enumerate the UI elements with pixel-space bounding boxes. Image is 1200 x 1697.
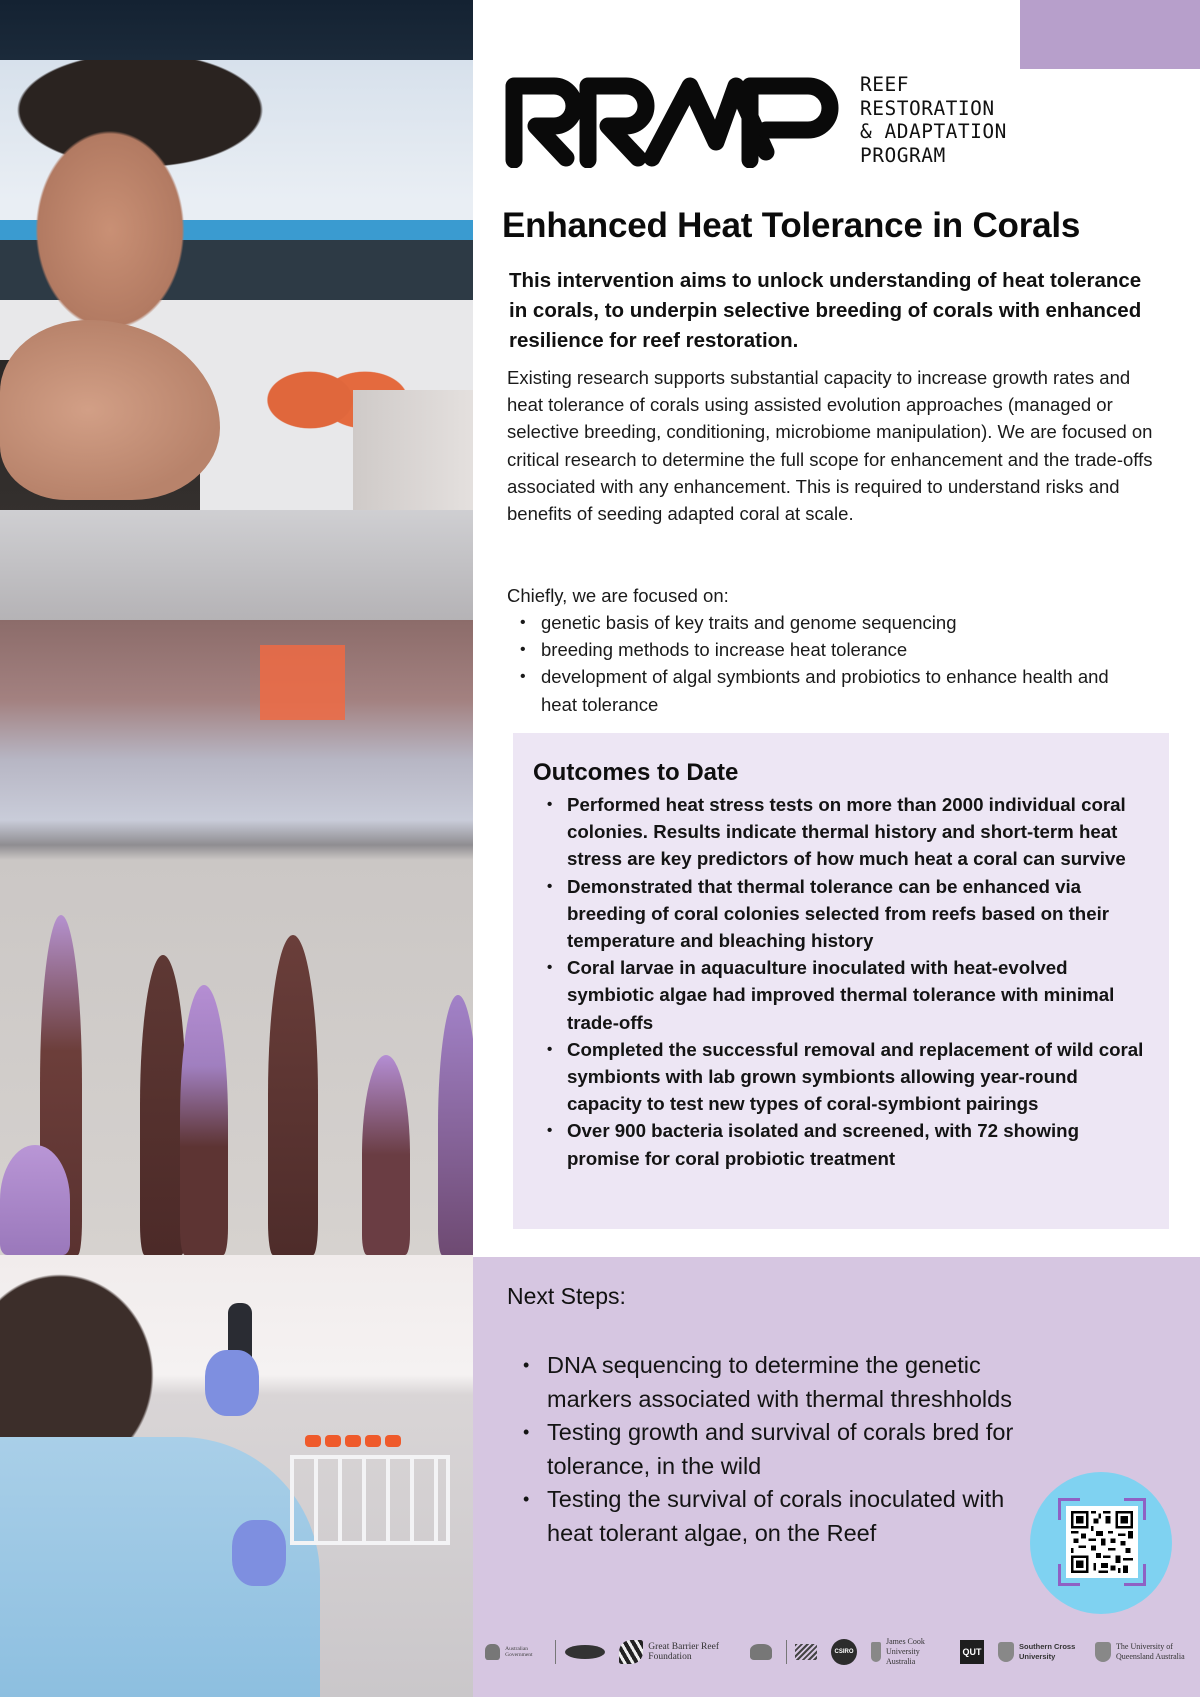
outcomes-panel [513, 733, 1169, 1229]
photo-tube-rack [290, 1455, 450, 1545]
uq-icon [1095, 1642, 1111, 1662]
tube-cap [345, 1435, 361, 1447]
tube-cap [365, 1435, 381, 1447]
qr-code-icon[interactable] [1066, 1506, 1138, 1578]
focus-item: • breeding methods to increase heat tolerance [507, 636, 1147, 663]
scu-icon [998, 1642, 1014, 1662]
photo-glove [232, 1520, 286, 1586]
logo-line: & ADAPTATION [860, 120, 1007, 143]
partner-logo [831, 1639, 857, 1665]
whale-icon [565, 1645, 605, 1659]
partner-logo [871, 1637, 946, 1667]
partner-logo [619, 1640, 736, 1664]
focus-item: • development of algal symbionts and probiotics to enhance health and heat tolerance [507, 663, 1147, 717]
photo-researcher-on-boat [0, 0, 473, 620]
outcome-item: • Coral larvae in aquaculture inoculated with heat-evolved symbiotic algae had improved thermal tolerance with minimal trade-offs [533, 954, 1151, 1036]
next-steps-panel [473, 1257, 1200, 1697]
photo-reflection [260, 645, 345, 720]
qr-frame [1058, 1498, 1146, 1586]
coral-branch [438, 995, 473, 1255]
partner-name: Great Barrier Reef Foundation [648, 1642, 719, 1662]
photo-lab-researcher-pipetting [0, 1255, 473, 1697]
photo-corals-in-tank [0, 620, 473, 1255]
partner-name: James Cook University Australia [886, 1637, 925, 1666]
tube-cap [325, 1435, 341, 1447]
photo-hand-holding-coral [0, 320, 220, 500]
crest-icon [750, 1644, 772, 1660]
partner-logos [473, 1627, 1200, 1677]
focus-intro: Chiefly, we are focused on: [507, 585, 729, 606]
qut-icon: QUT [960, 1640, 984, 1664]
partner-logo [998, 1642, 1081, 1662]
csiro-icon: CSIRO [831, 1639, 857, 1665]
partner-logo [750, 1644, 772, 1660]
focus-item: • genetic basis of key traits and genome sequencing [507, 609, 1147, 636]
photo-equipment [353, 390, 473, 620]
next-steps-heading: Next Steps: [507, 1283, 626, 1309]
partner-logo [960, 1640, 984, 1664]
partner-name: Australian Government [505, 1646, 533, 1658]
crest-icon [485, 1644, 500, 1660]
fish-icon [619, 1640, 643, 1664]
page-title: Enhanced Heat Tolerance in Corals [502, 206, 1081, 245]
coral-branch [180, 985, 228, 1255]
next-step-item: • Testing the survival of corals inoculated with heat tolerant algae, on the Reef [507, 1483, 1027, 1550]
partner-name: Southern Cross University [1019, 1642, 1076, 1661]
jcu-icon [871, 1642, 881, 1662]
divider [786, 1640, 787, 1664]
tube-cap [385, 1435, 401, 1447]
outcome-item: • Performed heat stress tests on more than 2000 individual coral colonies. Results indicate thermal history and short-term heat stress are key predictors of how much heat a coral can survive [533, 791, 1151, 873]
decorative-corner-block [1020, 0, 1200, 69]
outcome-item: • Demonstrated that thermal tolerance can be enhanced via breeding of coral colonies selected from reefs based on their temperature and bleaching history [533, 873, 1151, 955]
partner-logo [795, 1644, 817, 1660]
partner-logo [565, 1645, 605, 1659]
rrap-logo [504, 72, 1007, 168]
outcomes-list [533, 791, 1151, 1172]
focus-list [507, 609, 1147, 718]
partner-name: The University of Queensland Australia [1116, 1642, 1185, 1661]
aims-icon [795, 1644, 817, 1660]
logo-wordmark [860, 73, 1007, 167]
logo-line: PROGRAM [860, 143, 946, 167]
qr-code-badge[interactable] [1030, 1472, 1172, 1614]
coral-branch [362, 1055, 410, 1255]
next-step-item: • DNA sequencing to determine the genetic markers associated with thermal threshholds [507, 1349, 1027, 1416]
lead-paragraph: This intervention aims to unlock understanding of heat tolerance in corals, to underpin selective breeding of corals with enhanced resilience for reef restoration. [509, 269, 1142, 352]
outcome-item: • Over 900 bacteria isolated and screened, with 72 showing promise for coral probiotic treatment [533, 1117, 1151, 1171]
logo-line: REEF [860, 73, 909, 96]
divider [555, 1640, 556, 1664]
logo-line: RESTORATION [860, 96, 995, 120]
photo-glove [205, 1350, 259, 1416]
rrap-logo-mark-icon [504, 72, 844, 168]
next-step-item: • Testing growth and survival of corals bred for tolerance, in the wild [507, 1416, 1027, 1483]
coral-branch [268, 935, 318, 1255]
body-paragraph: Existing research supports substantial capacity to increase growth rates and heat tolerance of corals using assisted evolution approaches (managed or selective breeding, conditioning, microbiome manipulation). We are focused on critical research to determine the full scope for enhancement and the trade-offs associated with any enhancement. This is required to understand risks and benefits of seeding adapted coral at scale. [507, 367, 1153, 525]
partner-logo [1095, 1642, 1186, 1662]
outcome-item: • Completed the successful removal and replacement of wild coral symbionts with lab grown symbionts allowing year-round capacity to test new types of coral-symbiont pairings [533, 1036, 1151, 1118]
tube-cap [305, 1435, 321, 1447]
outcomes-heading: Outcomes to Date [533, 759, 739, 786]
next-steps-list [507, 1349, 1027, 1550]
coral-branch [0, 1145, 70, 1255]
partner-logo [485, 1644, 541, 1660]
